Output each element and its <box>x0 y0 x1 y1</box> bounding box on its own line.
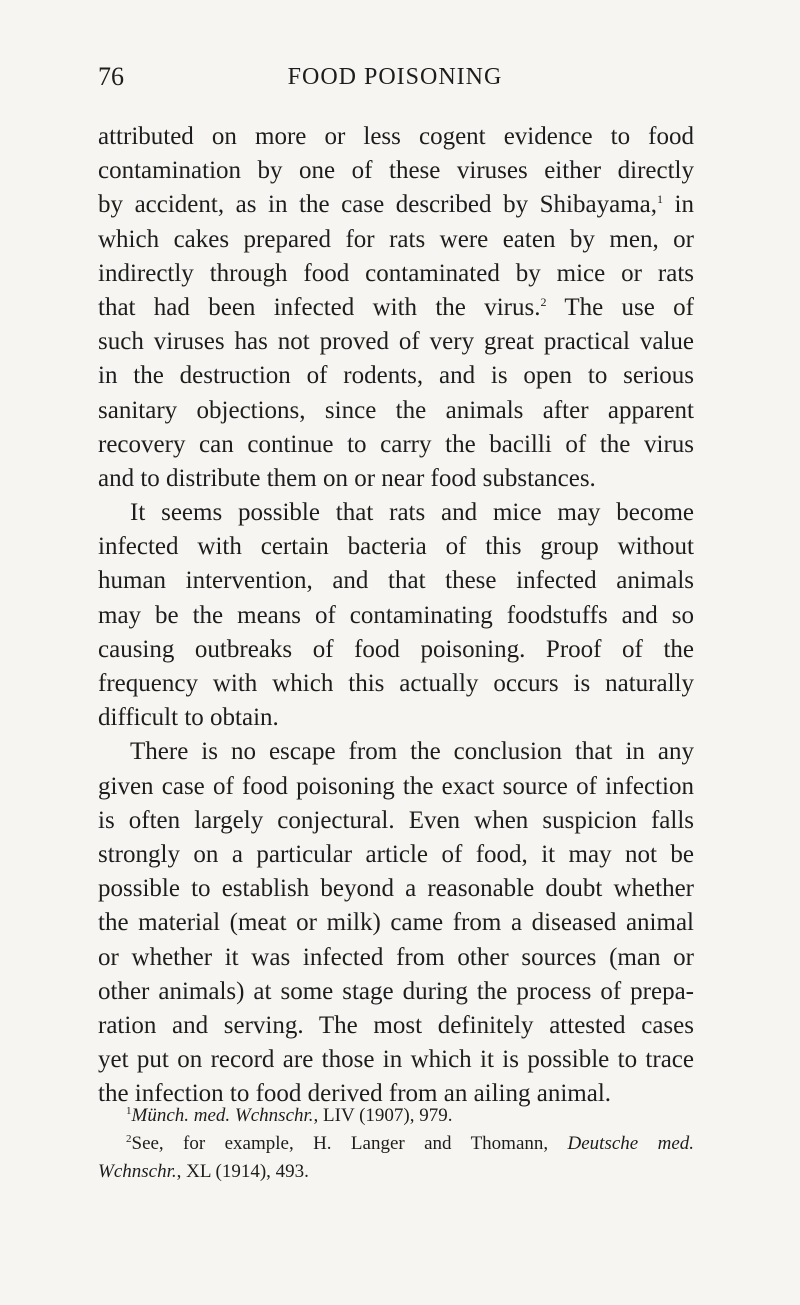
text-line: frequency with which this actually occurs is naturally <box>98 670 694 697</box>
text-line: possible to establish beyond a reasonable doubt whether <box>98 875 694 903</box>
text-line <box>98 291 694 325</box>
footnotes <box>98 1102 694 1186</box>
text-line: contamination by one of these viruses either directly <box>98 157 694 185</box>
text-line: other animals) at some stage during the process of prepa- <box>98 977 694 1005</box>
text-line <box>98 188 694 222</box>
footnote-ref-2: 2 <box>540 294 547 309</box>
text-line: ration and serving. The most definitely attested cases <box>98 1011 694 1039</box>
text-line: strongly on a particular article of food, it may not be <box>98 840 694 868</box>
footnote-marker: 2 <box>126 1133 132 1145</box>
footnote-journal: Münch. med. Wchnschr. <box>131 1105 314 1126</box>
footnote-marker: 1 <box>126 1105 132 1117</box>
text-segment: that had been infected with the virus. <box>98 293 541 321</box>
text-line: sanitary objections, since the animals after apparent <box>98 396 694 424</box>
footnote-ref-1: 1 <box>656 192 663 207</box>
text-segment: The use of <box>546 293 694 321</box>
text-line: which cakes prepared for rats were eaten by men, or <box>98 225 694 253</box>
footnote-text: See, for example, H. Langer and Thomann, <box>131 1133 549 1154</box>
text-line: infected with certain bacteria of this group without <box>98 533 694 561</box>
page-number: 76 <box>98 62 124 91</box>
text-line: and to distribute them on or near food substances. <box>98 464 596 492</box>
footnote-2-continued <box>98 1158 694 1186</box>
footnote-journal: Deutsche med. <box>567 1133 694 1154</box>
footnote-journal: Wchnschr. <box>98 1161 177 1182</box>
text-line: difficult to obtain. <box>98 704 279 732</box>
text-line: indirectly through food contaminated by mice or rats <box>98 259 694 287</box>
running-head: FOOD POISONING <box>287 64 503 90</box>
text-line: such viruses has not proved of very great practical value <box>98 328 694 356</box>
footnote-2 <box>98 1130 694 1158</box>
text-line: human intervention, and that these infected animals <box>98 567 694 595</box>
footnote-1 <box>98 1102 694 1130</box>
text-line: in the destruction of rodents, and is open to serious <box>98 362 694 390</box>
text-line: yet put on record are those in which it is possible to trace <box>98 1046 694 1074</box>
text-line: is often largely conjectural. Even when suspicion falls <box>98 806 694 834</box>
text-line: may be the means of contaminating foodstuffs and so <box>98 601 694 629</box>
text-line: given case of food poisoning the exact source of infection <box>98 772 694 800</box>
text-segment: by accident, as in the case described by Shibayama, <box>98 191 657 219</box>
body-text <box>98 120 694 1111</box>
text-line: causing outbreaks of food poisoning. Proof of the <box>98 635 694 663</box>
text-line: the material (meat or milk) came from a diseased animal <box>98 909 694 937</box>
text-line: recovery can continue to carry the bacilli of the virus <box>98 430 694 458</box>
text-line: It seems possible that rats and mice may become <box>130 499 694 527</box>
text-line: attributed on more or less cogent evidence to food <box>98 123 694 150</box>
footnote-text: , LIV (1907), 979. <box>313 1105 453 1126</box>
text-line: or whether it was infected from other sources (man or <box>98 943 694 971</box>
footnote-text: , XL (1914), 493. <box>176 1161 309 1182</box>
text-segment: in <box>662 191 694 219</box>
page-header <box>98 62 692 98</box>
text-line: the infection to food derived from an ailing animal. <box>98 1080 612 1108</box>
text-line: There is no escape from the conclusion that in any <box>130 738 694 766</box>
